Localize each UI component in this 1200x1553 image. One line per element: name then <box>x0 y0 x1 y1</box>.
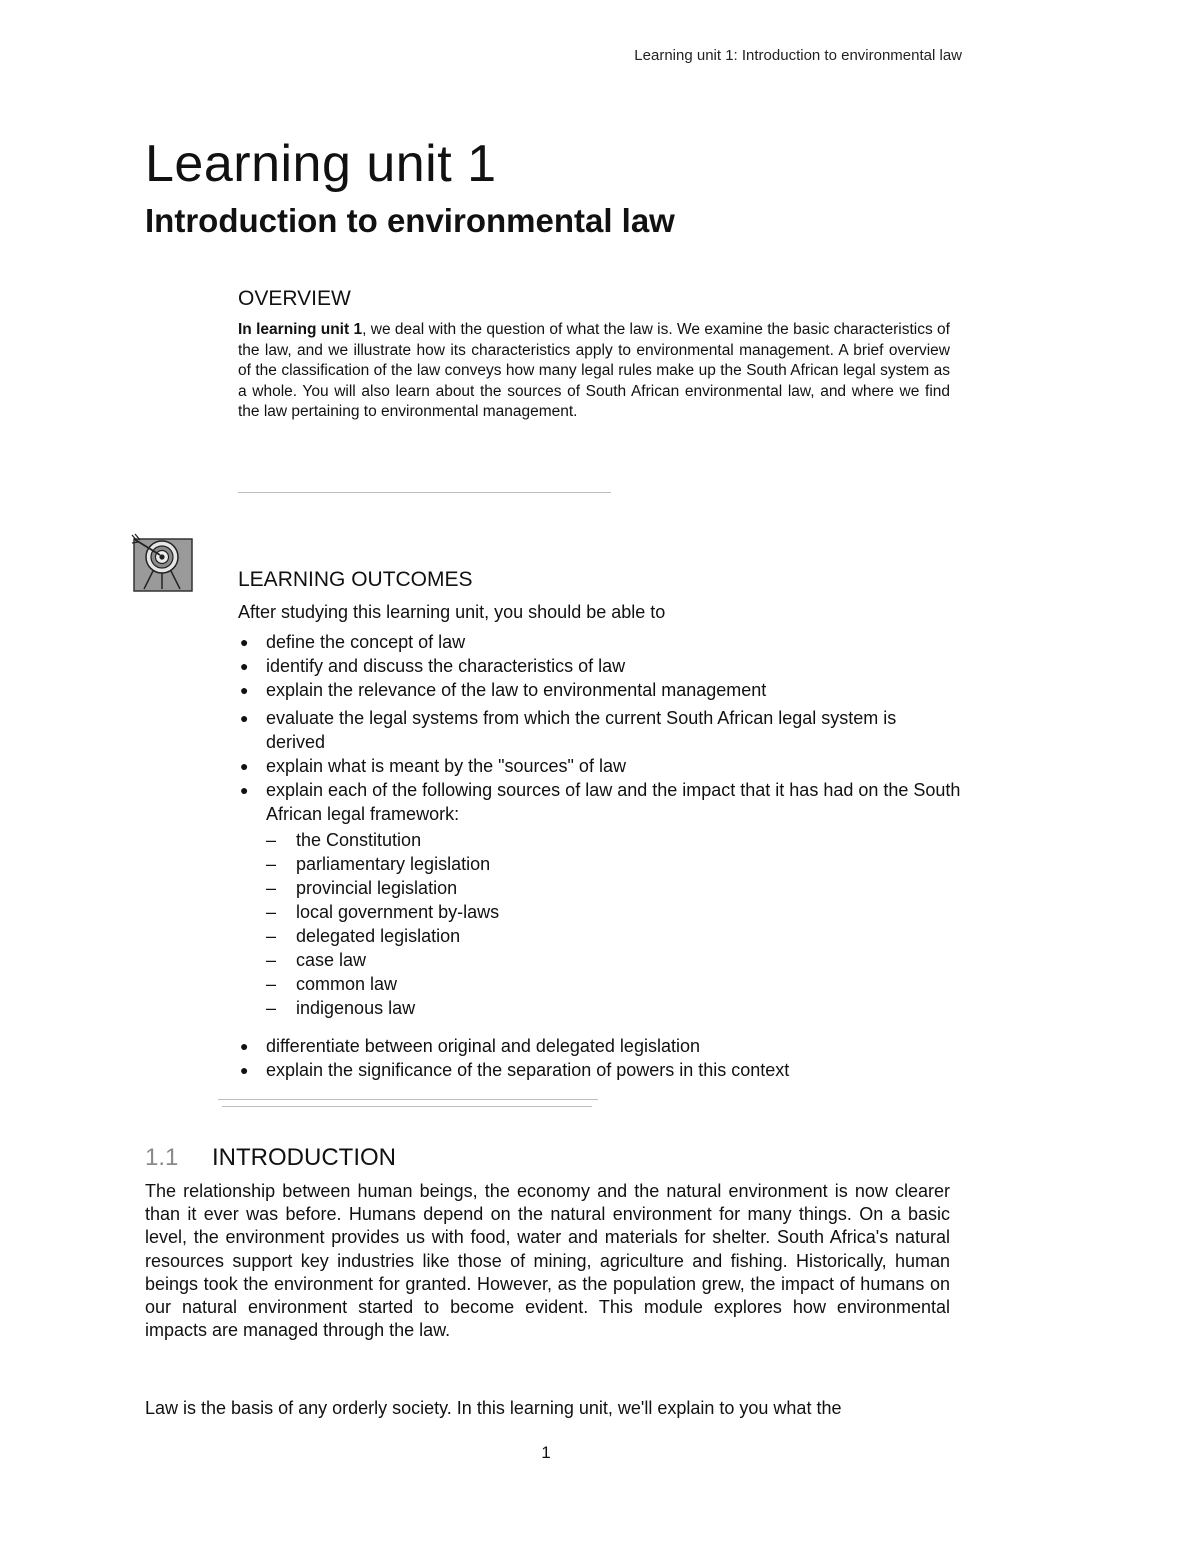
list-item: – parliamentary legislation <box>266 854 491 874</box>
outcomes-divider <box>222 1106 592 1107</box>
overview-text: , we deal with the question of what the law is. We examine the basic characteristics of the law, and we illustrate how its characteristics apply to environmental management. A brief overview of the classification of the law conveys how many legal rules make up the South African legal system as a whole. You will also learn about the sources of South African environmental law, and where we find the law pertaining to environmental management. <box>238 321 950 420</box>
learning-outcomes-heading: LEARNING OUTCOMES <box>238 568 473 591</box>
learning-outcomes-intro: After studying this learning unit, you should be able to <box>238 602 666 622</box>
sources-of-law-list <box>266 828 966 1020</box>
dash-icon: – <box>266 998 277 1018</box>
unit-title: Learning unit 1 <box>145 135 497 193</box>
list-item: ● define the concept of law <box>240 632 466 652</box>
dash-icon: – <box>266 950 277 970</box>
list-item: ● explain what is meant by the "sources" of law <box>240 756 626 776</box>
section-heading <box>145 1144 396 1172</box>
bullet-icon: ● <box>240 782 249 798</box>
list-item: – the Constitution <box>266 830 422 850</box>
bullet-icon: ● <box>240 1062 249 1078</box>
list-item: – common law <box>266 974 398 994</box>
list-item: – provincial legislation <box>266 878 458 898</box>
overview-lead: In learning unit 1 <box>238 321 363 338</box>
section-number: 1.1 <box>145 1144 179 1171</box>
dash-icon: – <box>266 926 277 946</box>
running-header: Learning unit 1: Introduction to environmental law <box>634 47 962 64</box>
bullet-icon: ● <box>240 758 249 774</box>
dash-icon: – <box>266 854 277 874</box>
list-item: ● evaluate the legal systems from which the current South African legal system is derived <box>240 708 897 752</box>
dash-icon: – <box>266 974 277 994</box>
section-title: INTRODUCTION <box>212 1144 396 1171</box>
overview-divider <box>238 492 611 493</box>
learning-outcomes-list <box>238 630 961 1082</box>
target-icon <box>130 533 194 593</box>
bullet-icon: ● <box>240 682 249 698</box>
list-item: – delegated legislation <box>266 926 461 946</box>
dash-icon: – <box>266 902 277 922</box>
dash-icon: – <box>266 878 277 898</box>
list-item: ● differentiate between original and delegated legislation <box>240 1036 700 1056</box>
overview-paragraph <box>238 320 950 423</box>
list-item: ● identify and discuss the characteristics of law <box>240 656 626 676</box>
page-number: 1 <box>541 1443 551 1462</box>
bullet-icon: ● <box>240 658 249 674</box>
bullet-icon: ● <box>240 710 249 726</box>
list-item: – local government by-laws <box>266 902 500 922</box>
list-item: – case law <box>266 950 367 970</box>
list-item: ● explain the relevance of the law to environmental management <box>240 680 767 700</box>
unit-subtitle: Introduction to environmental law <box>145 202 675 239</box>
intro-paragraph: Law is the basis of any orderly society. In this learning unit, we'll explain to you what the <box>145 1398 842 1418</box>
dash-icon: – <box>266 830 277 850</box>
intro-paragraph: The relationship between human beings, the economy and the natural environment is now clearer than it ever was before. Humans depend on the natural environment for many things. On a basic level, the environment provides us with food, water and materials for shelter. South Africa's natural resources support key industries like those of mining, agriculture and fishing. Historically, human beings took the environment for granted. However, as the population grew, the impact of humans on our natural environment started to become evident. This module explores how environmental impacts are managed through the law. <box>145 1181 950 1341</box>
bullet-icon: ● <box>240 1038 249 1054</box>
overview-heading: OVERVIEW <box>238 287 351 310</box>
list-item: ● explain the significance of the separation of powers in this context <box>240 1060 790 1080</box>
outcomes-divider <box>218 1099 598 1100</box>
list-item: – indigenous law <box>266 998 416 1018</box>
bullet-icon: ● <box>240 634 249 650</box>
list-item: ● explain each of the following sources of law and the impact that it has had on the South African legal framework: – the Constitution – parliamentary legislation – provincial legislation – local government by-laws – delegated legislation – case law – common law – indigenous law <box>238 778 966 1020</box>
